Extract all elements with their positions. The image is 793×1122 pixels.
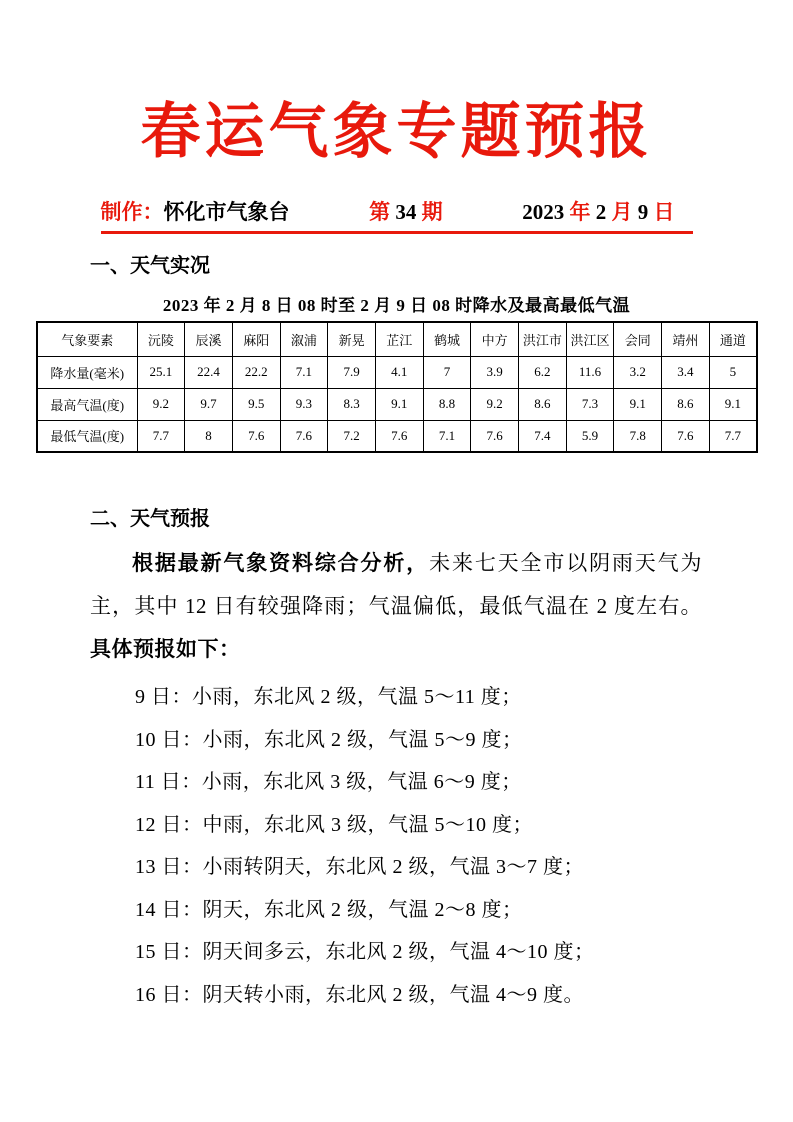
daily-forecast-list [0, 676, 793, 1016]
table-cell: 9.2 [137, 388, 185, 420]
table-header-cell: 鹤城 [423, 322, 471, 356]
date-day: 9 [632, 200, 654, 224]
table-cell: 7.1 [423, 420, 471, 452]
forecast-line-day10: 10 日：小雨，东北风 2 级，气温 5～9 度； [135, 728, 523, 751]
document-title: 春运气象专题预报 [140, 97, 653, 167]
date-year-unit: 年 [569, 200, 591, 224]
issue-date [522, 196, 692, 226]
table-cell: 8.3 [328, 388, 376, 420]
table-row-precipitation [37, 356, 757, 388]
table-cell: 22.4 [185, 356, 233, 388]
table-cell: 7.6 [471, 420, 519, 452]
section1-heading: 一、天气实况 [90, 255, 210, 277]
forecast-line-day12: 12 日：中雨，东北风 3 级，气温 5～10 度； [135, 813, 533, 836]
table-cell: 8.6 [519, 388, 567, 420]
forecast-line-day16: 16 日：阴天转小雨，东北风 2 级，气温 4～9 度。 [135, 983, 584, 1006]
table-cell: 7 [423, 356, 471, 388]
table-header-row [37, 322, 757, 356]
section2-heading: 二、天气预报 [90, 508, 210, 530]
issue-suffix: 期 [421, 200, 443, 224]
table-cell: 7.6 [662, 420, 710, 452]
table-cell: 25.1 [137, 356, 185, 388]
table-cell: 7.1 [280, 356, 328, 388]
table-header-cell: 洪江区 [566, 322, 614, 356]
issue-number: 34 [390, 200, 422, 224]
issue-prefix: 第 [369, 200, 391, 224]
table-header-cell: 沅陵 [137, 322, 185, 356]
forecast-line-day15: 15 日：阴天间多云，东北风 2 级，气温 4～10 度； [135, 941, 595, 963]
table-cell: 7.2 [328, 420, 376, 452]
issue [369, 196, 443, 226]
weather-table [36, 321, 758, 453]
intro-tail-bold: 具体预报如下： [90, 637, 241, 661]
intro-body: 未来七天全市以阴雨天气为主，其中 12 日有较强降雨；气温偏低，最低气温在 2 度左右。 [90, 551, 703, 618]
table-header-cell: 芷江 [375, 322, 423, 356]
table-cell: 7.9 [328, 356, 376, 388]
table-row-min-temp [37, 420, 757, 452]
weather-table-title: 2023 年 2 月 8 日 08 时至 2 月 9 日 08 时降水及最高最低气温 [162, 296, 631, 315]
forecast-intro-paragraph [90, 542, 702, 671]
date-month-unit: 月 [611, 200, 633, 224]
date-year: 2023 [522, 200, 570, 224]
table-header-cell: 会同 [614, 322, 662, 356]
table-cell: 8.6 [662, 388, 710, 420]
intro-lead-bold: 根据最新气象资料综合分析， [132, 551, 430, 575]
table-cell: 22.2 [232, 356, 280, 388]
forecast-line-day13: 13 日：小雨转阴天，东北风 2 级，气温 3～7 度； [135, 856, 584, 878]
producer-name: 怀化市气象台 [163, 200, 290, 224]
table-cell: 5 [709, 356, 757, 388]
table-cell: 3.4 [662, 356, 710, 388]
table-cell: 7.7 [137, 420, 185, 452]
table-cell: 9.2 [471, 388, 519, 420]
table-cell: 5.9 [566, 420, 614, 452]
table-cell: 9.1 [709, 388, 757, 420]
table-cell: 7.6 [375, 420, 423, 452]
forecast-line-day9: 9 日：小雨，东北风 2 级，气温 5～11 度； [135, 686, 522, 708]
table-cell: 8.8 [423, 388, 471, 420]
table-cell: 9.1 [614, 388, 662, 420]
date-day-unit: 日 [653, 200, 675, 224]
meta-row [101, 196, 693, 226]
table-cell: 7.7 [709, 420, 757, 452]
table-cell: 3.9 [471, 356, 519, 388]
table-cell: 11.6 [566, 356, 614, 388]
row-label: 降水量(毫米) [37, 356, 137, 388]
table-cell: 7.4 [519, 420, 567, 452]
table-header-cell: 中方 [471, 322, 519, 356]
table-header-cell: 通道 [709, 322, 757, 356]
date-month: 2 [590, 200, 612, 224]
producer [101, 196, 290, 226]
table-header-cell: 洪江市 [519, 322, 567, 356]
table-cell: 7.3 [566, 388, 614, 420]
table-cell: 8 [185, 420, 233, 452]
row-label: 最高气温(度) [37, 388, 137, 420]
row-label: 最低气温(度) [37, 420, 137, 452]
table-cell: 9.7 [185, 388, 233, 420]
table-cell: 9.1 [375, 388, 423, 420]
producer-label: 制作： [100, 200, 164, 224]
divider-rule [101, 231, 693, 234]
table-cell: 9.3 [280, 388, 328, 420]
table-header-cell: 溆浦 [280, 322, 328, 356]
table-cell: 7.6 [232, 420, 280, 452]
table-cell: 4.1 [375, 356, 423, 388]
table-header-cell: 辰溪 [185, 322, 233, 356]
forecast-line-day14: 14 日：阴天，东北风 2 级，气温 2～8 度； [135, 898, 523, 921]
table-header-cell: 靖州 [662, 322, 710, 356]
forecast-line-day11: 11 日：小雨，东北风 3 级，气温 6～9 度； [135, 771, 522, 793]
table-header-cell: 气象要素 [37, 322, 137, 356]
table-cell: 3.2 [614, 356, 662, 388]
table-cell: 9.5 [232, 388, 280, 420]
table-cell: 7.6 [280, 420, 328, 452]
table-header-cell: 新晃 [328, 322, 376, 356]
table-row-max-temp [37, 388, 757, 420]
table-cell: 7.8 [614, 420, 662, 452]
table-cell: 6.2 [519, 356, 567, 388]
table-header-cell: 麻阳 [232, 322, 280, 356]
